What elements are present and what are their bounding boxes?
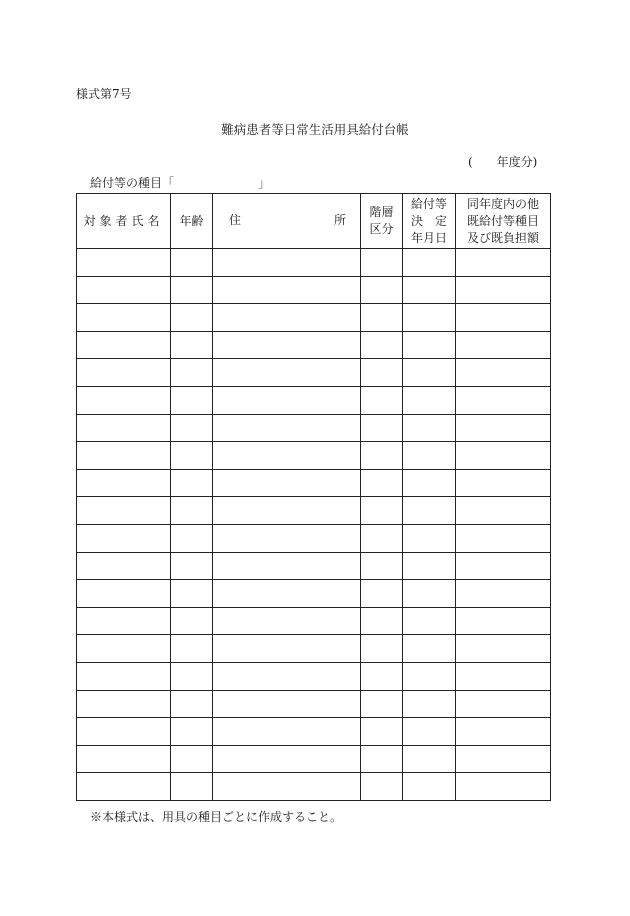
cell-name (77, 718, 171, 746)
table-row (77, 359, 551, 387)
cell-other-benefits (456, 469, 551, 497)
cell-other-benefits (456, 607, 551, 635)
cell-decision-date (403, 524, 456, 552)
cell-address (213, 607, 361, 635)
table-row (77, 580, 551, 608)
cell-decision-date (403, 773, 456, 801)
cell-decision-date (403, 249, 456, 277)
cell-tier (361, 718, 403, 746)
benefit-type-field: 給付等の種目「 」 (90, 176, 271, 190)
table-row (77, 386, 551, 414)
cell-other-benefits (456, 249, 551, 277)
cell-other-benefits (456, 359, 551, 387)
cell-tier (361, 745, 403, 773)
cell-decision-date (403, 607, 456, 635)
cell-tier (361, 635, 403, 663)
form-number: 様式第7号 (76, 87, 132, 101)
cell-address (213, 304, 361, 332)
cell-other-benefits (456, 276, 551, 304)
cell-decision-date (403, 442, 456, 470)
cell-decision-date (403, 690, 456, 718)
cell-other-benefits (456, 414, 551, 442)
footnote: ※本様式は、用具の種目ごとに作成すること。 (90, 810, 343, 824)
cell-age (171, 359, 213, 387)
cell-age (171, 773, 213, 801)
cell-address (213, 359, 361, 387)
cell-tier (361, 580, 403, 608)
cell-tier (361, 414, 403, 442)
cell-tier (361, 662, 403, 690)
cell-other-benefits (456, 718, 551, 746)
document-title: 難病患者等日常生活用具給付台帳 (221, 122, 409, 137)
cell-tier (361, 497, 403, 525)
cell-decision-date (403, 469, 456, 497)
cell-address (213, 414, 361, 442)
header-age: 年齢 (171, 194, 213, 249)
table-row (77, 276, 551, 304)
table-row (77, 414, 551, 442)
cell-tier (361, 276, 403, 304)
table-row (77, 745, 551, 773)
cell-decision-date (403, 276, 456, 304)
cell-tier (361, 359, 403, 387)
cell-age (171, 718, 213, 746)
cell-name (77, 580, 171, 608)
cell-decision-date (403, 745, 456, 773)
header-row (77, 194, 551, 249)
cell-tier (361, 386, 403, 414)
cell-tier (361, 690, 403, 718)
header-address-right: 所 (333, 213, 346, 227)
table-row (77, 497, 551, 525)
cell-name (77, 552, 171, 580)
cell-address (213, 469, 361, 497)
cell-name (77, 524, 171, 552)
cell-name (77, 249, 171, 277)
cell-name (77, 386, 171, 414)
table-row (77, 635, 551, 663)
cell-name (77, 359, 171, 387)
table-row (77, 552, 551, 580)
cell-name (77, 331, 171, 359)
cell-other-benefits (456, 635, 551, 663)
ledger-body (77, 249, 551, 801)
cell-decision-date (403, 304, 456, 332)
cell-address (213, 662, 361, 690)
ledger-table (76, 193, 551, 801)
cell-decision-date (403, 359, 456, 387)
fiscal-year-field: ( 年度分) (468, 155, 538, 169)
cell-address (213, 249, 361, 277)
cell-address (213, 276, 361, 304)
cell-address (213, 331, 361, 359)
cell-other-benefits (456, 580, 551, 608)
cell-address (213, 497, 361, 525)
cell-address (213, 442, 361, 470)
cell-decision-date (403, 552, 456, 580)
cell-age (171, 386, 213, 414)
cell-decision-date (403, 331, 456, 359)
cell-other-benefits (456, 497, 551, 525)
cell-tier (361, 607, 403, 635)
cell-name (77, 469, 171, 497)
cell-address (213, 552, 361, 580)
cell-age (171, 331, 213, 359)
cell-age (171, 745, 213, 773)
cell-other-benefits (456, 773, 551, 801)
header-address-left: 住 (229, 213, 242, 227)
header-decision-date: 給付等 決 定 年月日 (403, 194, 456, 249)
cell-name (77, 442, 171, 470)
cell-decision-date (403, 386, 456, 414)
cell-decision-date (403, 414, 456, 442)
cell-tier (361, 442, 403, 470)
cell-tier (361, 524, 403, 552)
table-row (77, 524, 551, 552)
cell-age (171, 580, 213, 608)
cell-age (171, 607, 213, 635)
cell-other-benefits (456, 690, 551, 718)
table-row (77, 249, 551, 277)
cell-age (171, 304, 213, 332)
cell-decision-date (403, 580, 456, 608)
cell-name (77, 276, 171, 304)
cell-address (213, 635, 361, 663)
table-row (77, 304, 551, 332)
cell-name (77, 773, 171, 801)
cell-name (77, 635, 171, 663)
cell-age (171, 635, 213, 663)
cell-address (213, 386, 361, 414)
cell-other-benefits (456, 331, 551, 359)
cell-age (171, 552, 213, 580)
cell-decision-date (403, 497, 456, 525)
cell-tier (361, 331, 403, 359)
cell-address (213, 690, 361, 718)
cell-other-benefits (456, 552, 551, 580)
cell-address (213, 580, 361, 608)
cell-age (171, 442, 213, 470)
cell-name (77, 414, 171, 442)
cell-age (171, 414, 213, 442)
cell-name (77, 745, 171, 773)
table-row (77, 607, 551, 635)
cell-age (171, 662, 213, 690)
table-row (77, 690, 551, 718)
cell-age (171, 690, 213, 718)
cell-decision-date (403, 718, 456, 746)
table-row (77, 773, 551, 801)
cell-other-benefits (456, 662, 551, 690)
cell-tier (361, 469, 403, 497)
cell-age (171, 276, 213, 304)
cell-age (171, 524, 213, 552)
table-row (77, 662, 551, 690)
cell-name (77, 497, 171, 525)
cell-name (77, 690, 171, 718)
cell-tier (361, 304, 403, 332)
cell-decision-date (403, 662, 456, 690)
cell-tier (361, 552, 403, 580)
cell-other-benefits (456, 386, 551, 414)
header-tier: 階層 区分 (361, 194, 403, 249)
table-row (77, 331, 551, 359)
cell-tier (361, 249, 403, 277)
cell-other-benefits (456, 524, 551, 552)
cell-name (77, 304, 171, 332)
cell-age (171, 249, 213, 277)
cell-decision-date (403, 635, 456, 663)
cell-other-benefits (456, 304, 551, 332)
header-other-benefits: 同年度内の他 既給付等種目 及び既負担額 (456, 194, 551, 249)
cell-age (171, 469, 213, 497)
header-address (213, 194, 361, 249)
cell-name (77, 662, 171, 690)
cell-other-benefits (456, 442, 551, 470)
header-name: 対象者氏名 (77, 194, 171, 249)
table-row (77, 442, 551, 470)
table-row (77, 469, 551, 497)
table-row (77, 718, 551, 746)
cell-address (213, 745, 361, 773)
cell-other-benefits (456, 745, 551, 773)
cell-address (213, 524, 361, 552)
cell-address (213, 718, 361, 746)
cell-name (77, 607, 171, 635)
cell-address (213, 773, 361, 801)
cell-tier (361, 773, 403, 801)
cell-age (171, 497, 213, 525)
